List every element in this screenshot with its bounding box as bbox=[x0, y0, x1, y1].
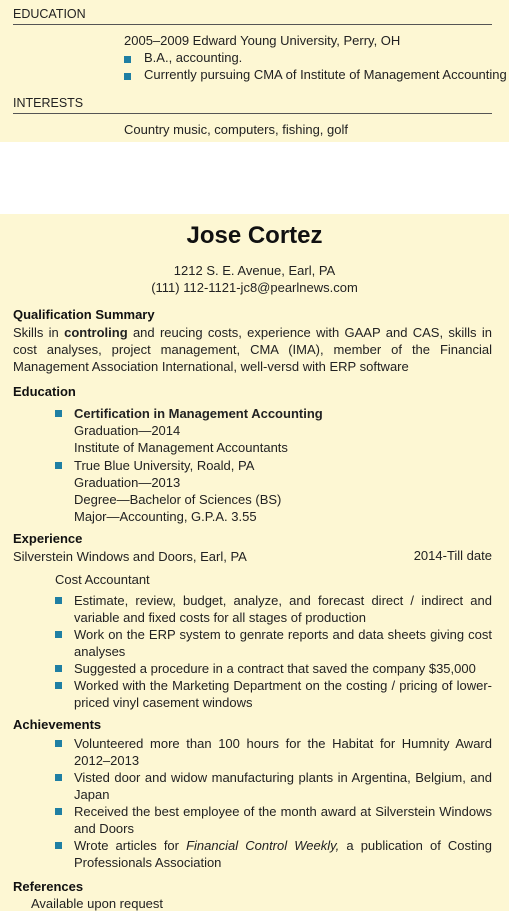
achievement-bullet: Received the best employee of the month award at Silverstein Windows and Doors bbox=[74, 804, 492, 836]
bullet-icon bbox=[55, 597, 62, 604]
bullet-icon bbox=[55, 410, 62, 417]
education-bullet: Currently pursuing CMA of Institute of Management Accounting bbox=[144, 67, 507, 82]
education-item-line: Institute of Management Accountants bbox=[74, 440, 288, 455]
address: 1212 S. E. Avenue, Earl, PA bbox=[173, 263, 336, 278]
bullet-icon bbox=[55, 842, 62, 849]
references-heading: References bbox=[13, 879, 84, 894]
bullet-icon bbox=[55, 774, 62, 781]
resume-page bbox=[0, 214, 509, 911]
experience-bullet: Estimate, review, budget, analyze, and forecast direct / indirect and variable and fixed costs for all stages of production bbox=[74, 593, 492, 625]
previous-resume-fragment bbox=[0, 0, 509, 142]
bullet-icon bbox=[124, 73, 131, 80]
experience-company: Silverstein Windows and Doors, Earl, PA bbox=[13, 549, 247, 564]
bullet-icon bbox=[124, 56, 131, 63]
achievement-bullet: Wrote articles for Financial Control Weekly, a publication of Costing Professionals Association bbox=[74, 838, 492, 870]
education-item-line: Degree—Bachelor of Sciences (BS) bbox=[74, 492, 282, 507]
bullet-icon bbox=[55, 631, 62, 638]
experience-bullet: Work on the ERP system to genrate reports and data sheets giving cost analyses bbox=[74, 627, 492, 659]
education-heading-upper: EDUCATION bbox=[13, 7, 492, 25]
achievements-heading: Achievements bbox=[13, 717, 102, 732]
achievement-bullet: Volunteered more than 100 hours for the Habitat for Humnity Award 2012–2013 bbox=[74, 736, 492, 768]
education-item-title: True Blue University, Roald, PA bbox=[74, 458, 255, 473]
contact-info: (111) 112-1121-jc8@pearlnews.com bbox=[151, 280, 358, 295]
references-text: Available upon request bbox=[31, 896, 164, 911]
education-item-line: Major—Accounting, G.P.A. 3.55 bbox=[74, 509, 257, 524]
qualification-text: Skills in controling and reucing costs, experience with GAAP and CAS, skills in cost analyses, project management, CMA (IMA), member of the Financial Management Association International, well-versd with ERP software bbox=[13, 325, 492, 374]
bullet-icon bbox=[55, 462, 62, 469]
education-item-line: Graduation—2013 bbox=[74, 475, 181, 490]
education-bullet: B.A., accounting. bbox=[144, 50, 243, 65]
experience-heading: Experience bbox=[13, 531, 83, 546]
education-dates-line: 2005–2009 Edward Young University, Perry, OH bbox=[124, 33, 401, 48]
education-item-title: Certification in Management Accounting bbox=[74, 406, 323, 421]
bullet-icon bbox=[55, 740, 62, 747]
education-item-line: Graduation—2014 bbox=[74, 423, 181, 438]
achievement-bullet: Visted door and widow manufacturing plants in Argentina, Belgium, and Japan bbox=[74, 770, 492, 802]
interests-line: Country music, computers, fishing, golf bbox=[124, 122, 348, 137]
experience-role: Cost Accountant bbox=[55, 572, 150, 587]
interests-heading: INTERESTS bbox=[13, 96, 492, 114]
experience-dates: 2014-Till date bbox=[413, 548, 492, 563]
bullet-icon bbox=[55, 682, 62, 689]
resume-name: Jose Cortez bbox=[186, 222, 323, 249]
qualification-heading: Qualification Summary bbox=[13, 307, 155, 322]
experience-bullet: Suggested a procedure in a contract that saved the company $35,000 bbox=[74, 661, 476, 676]
bullet-icon bbox=[55, 665, 62, 672]
education-heading: Education bbox=[13, 384, 76, 399]
experience-bullet: Worked with the Marketing Department on the costing / pricing of lower-priced vinyl casement windows bbox=[74, 678, 492, 710]
bullet-icon bbox=[55, 808, 62, 815]
